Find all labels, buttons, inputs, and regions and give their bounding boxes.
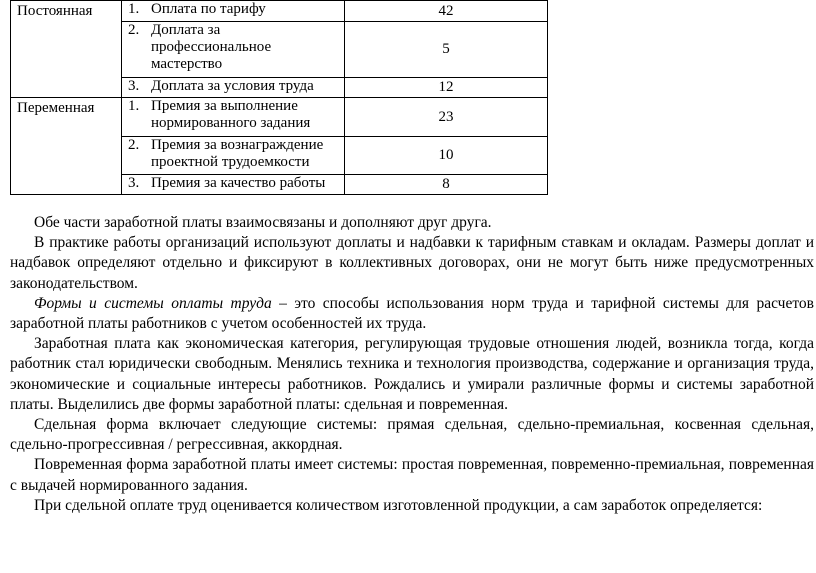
item-cell: 2. Премия за вознаграждение проектной трудоемкости — [122, 137, 345, 175]
term-italic: Формы и системы оплаты труда — [34, 294, 272, 312]
value-cell: 12 — [345, 78, 548, 98]
value-cell: 8 — [345, 175, 548, 195]
paragraph: Повременная форма заработной платы имеет системы: простая повременная, повременно-премиальная, повременная с выдачей нормированного задания. — [10, 456, 814, 494]
paragraph: Обе части заработной платы взаимосвязаны и дополняют друг друга. — [34, 214, 492, 231]
table-row — [11, 1, 548, 22]
table-row — [11, 98, 548, 137]
item-cell: 2. Доплата за профессиональное мастерство — [122, 22, 345, 78]
wage-structure-table — [10, 0, 548, 195]
category-cell: Постоянная — [11, 1, 122, 98]
value-cell: 5 — [345, 22, 548, 78]
paragraph: При сдельной оплате труд оценивается количеством изготовленной продукции, а сам заработок определяется: — [34, 496, 763, 514]
value-cell: 42 — [345, 1, 548, 22]
paragraph: В практике работы организаций используют доплаты и надбавки к тарифным ставкам и окладам. Размеры доплат и надбавок определяют отдельно и фиксируют в коллективных договорах, они не могут быть ниже предусмотренных законодательством. — [10, 234, 814, 292]
paragraph: Сдельная форма включает следующие системы: прямая сдельная, сдельно-премиальная, косвенная сдельная, сдельно-прогрессивная / регрессивная, аккордная. — [10, 416, 814, 454]
paragraph: Заработная плата как экономическая категория, регулирующая трудовые отношения людей, возникла тогда, когда работник стал юридически свободным. Менялись техника и технология производства, содержание и организация труда, экономические и социальные интересы работников. Рождались и умирали различные формы и системы заработной платы. Выделились две формы заработной платы: сдельная и повременная. — [10, 335, 814, 413]
item-cell: 3. Доплата за условия труда — [122, 78, 345, 98]
document-body — [10, 213, 814, 516]
value-cell: 10 — [345, 137, 548, 175]
item-cell: 1. Оплата по тарифу — [122, 1, 345, 22]
item-cell: 3. Премия за качество работы — [122, 175, 345, 195]
paragraph: Формы и системы оплаты труда – это способы использования норм труда и тарифной системы для расчетов заработной платы работников с учетом особенностей их труда. — [10, 294, 814, 333]
category-cell: Переменная — [11, 98, 122, 195]
value-cell: 23 — [345, 98, 548, 137]
item-cell: 1. Премия за выполнение нормированного задания — [122, 98, 345, 137]
